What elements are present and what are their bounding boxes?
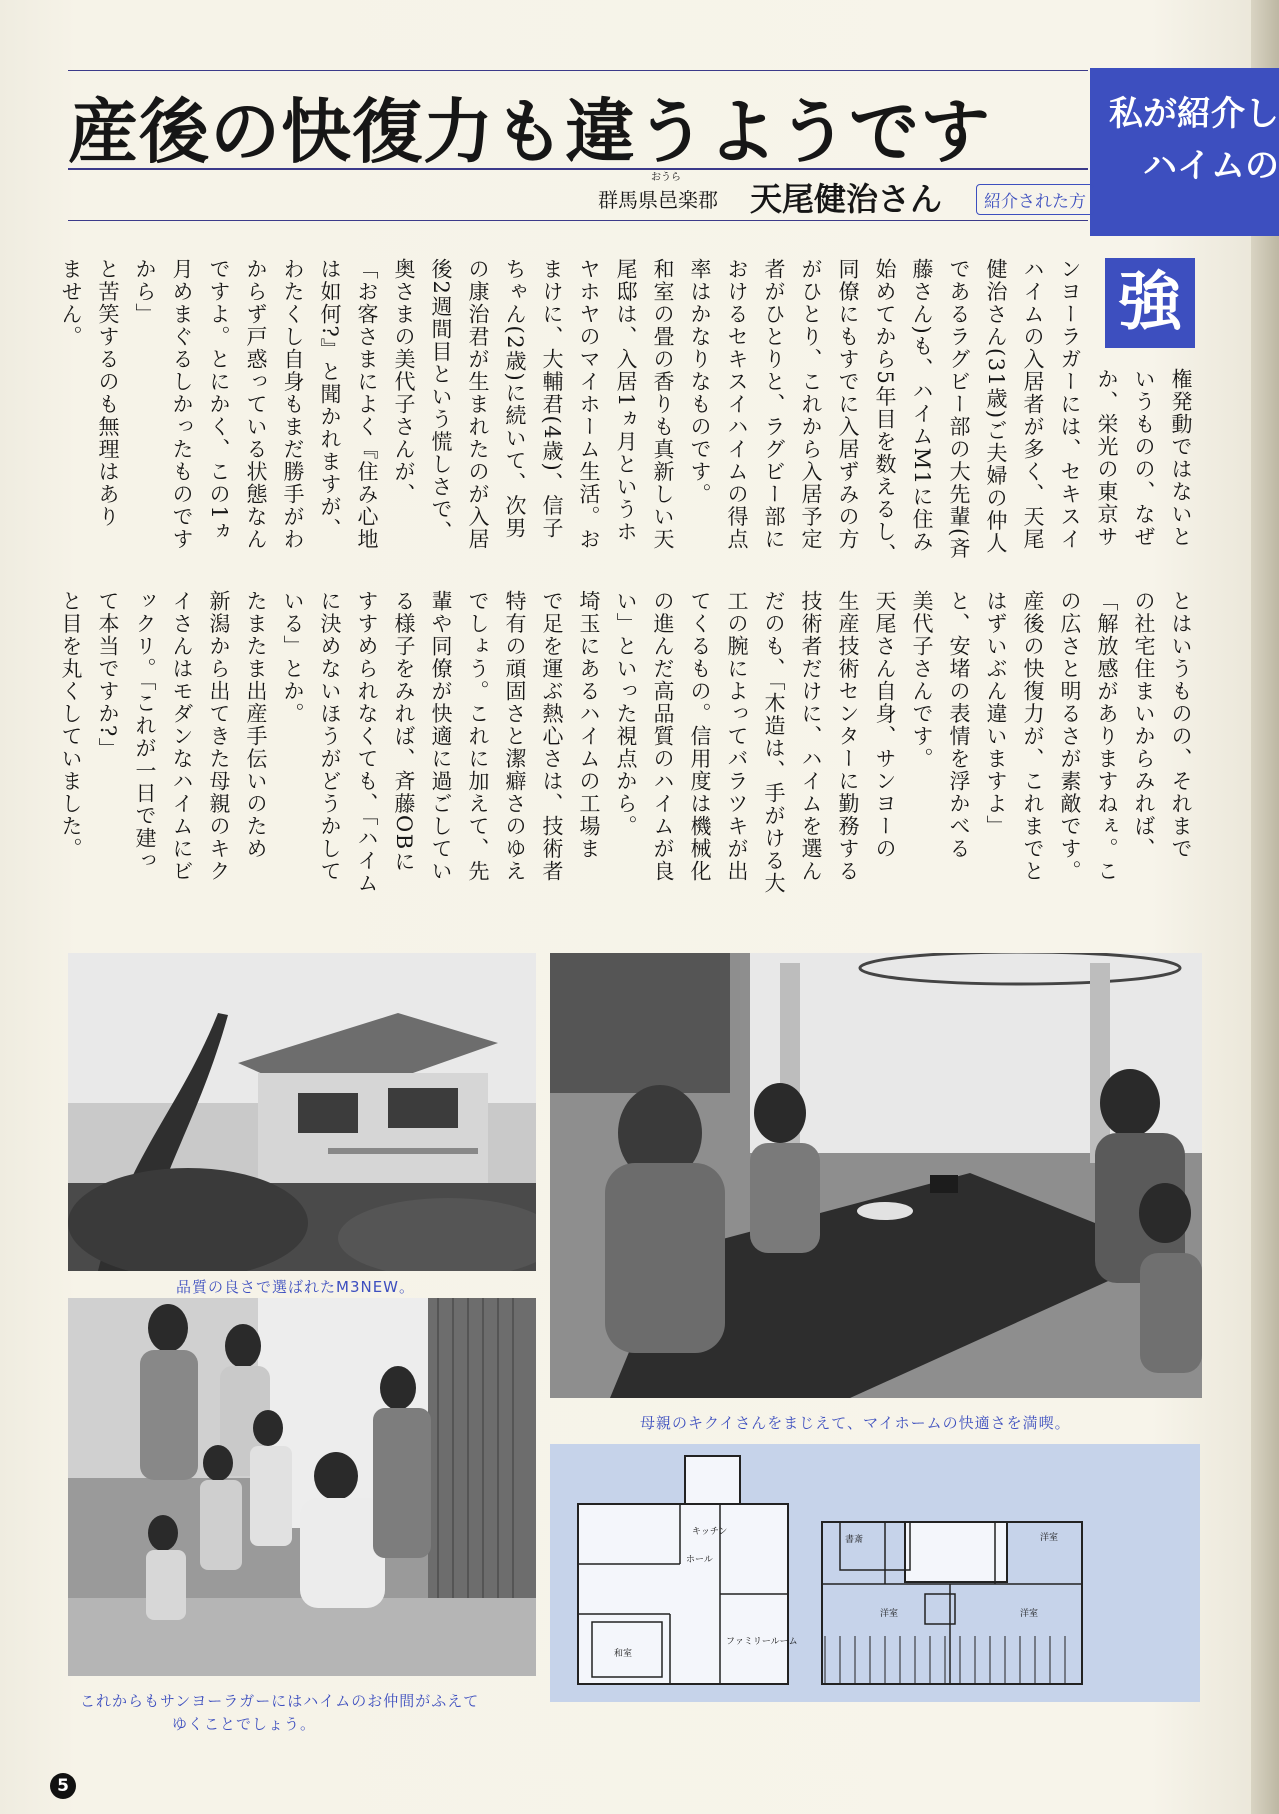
byline-person-name: 天尾健治さん (750, 180, 943, 218)
article-column-line: ンヨーラガーには、セキスイ (1058, 258, 1082, 551)
article-column-line: の康治君が生まれたのが入居 (466, 258, 490, 551)
article-column-line: まけに、大輔君(4歳)、信子 (540, 258, 564, 540)
series-rubric: 私が紹介し ハイムの (1090, 68, 1279, 236)
room-label-youshitsu-2: 洋室 (880, 1609, 899, 1619)
article-column-line: と苦笑するのも無理はあり (96, 258, 120, 528)
room-label-hall: ホール (686, 1555, 713, 1565)
dining-photo-caption: 母親のキクイさんをまじえて、マイホームの快適さを満喫。 (640, 1414, 1071, 1432)
article-column-line: て本当ですか?」 (96, 590, 120, 761)
article-column-line: 月めまぐるしかったものです (170, 258, 194, 551)
article-lower-text (59, 590, 1199, 920)
floor-plan (550, 1444, 1200, 1702)
article-column-line: いうものの、なぜ (1132, 368, 1156, 548)
article-column-line: 同僚にもすでに入居ずみの方 (836, 258, 860, 551)
article-column-line: 健治さん(31歳)ご夫婦の仲人 (984, 258, 1008, 555)
article-column-line: いる」とか。 (281, 590, 305, 725)
room-label-kitchen: キッチン (692, 1527, 728, 1537)
article-column-line: わたくし自身もまだ勝手がわ (281, 258, 305, 551)
room-label-study: 書斎 (845, 1535, 864, 1545)
headline: 産後の快復力も違うようです (68, 90, 991, 173)
article-title-mark: 強 (1105, 258, 1195, 348)
dining-photo (550, 953, 1202, 1398)
article-column-line: てくるもの。信用度は機械化 (688, 590, 712, 883)
article-column-line: がひとり、これから入居予定 (799, 258, 823, 551)
article-column-line: 美代子さんです。 (910, 590, 934, 770)
article-column-line: 権発動ではないと (1169, 368, 1193, 548)
next-page-edge (1251, 0, 1279, 1814)
room-label-youshitsu-1: 洋室 (1040, 1533, 1059, 1543)
article-column-line: 者がひとりと、ラグビー部に (762, 258, 786, 551)
article-column-line: はずいぶん違いますよ」 (984, 590, 1008, 838)
article-column-line: ヤホヤのマイホーム生活。お (577, 258, 601, 551)
group-photo-caption-line2: ゆくことでしょう。 (172, 1715, 317, 1733)
group-photo-caption-line1: これからもサンヨーラガーにはハイムのお仲間がふえて (80, 1692, 480, 1710)
house-photo (68, 953, 536, 1271)
floor-plan-drawing (550, 1444, 1200, 1702)
article-column-line: の進んだ高品質のハイムが良 (651, 590, 675, 883)
article-column-line: 「解放感がありますねぇ。こ (1095, 590, 1119, 883)
article-column-line: であるラグビー部の大先輩(斉 (947, 258, 971, 561)
article-column-line: 輩や同僚が快適に過ごしてい (429, 590, 453, 883)
article-column-line: おけるセキスイハイムの得点 (725, 258, 749, 551)
article-column-line: の広さと明るさが素敵です。 (1058, 590, 1082, 883)
article-upper-text (59, 258, 1199, 578)
article-column-line: 奥さまの美代子さんが、 (392, 258, 416, 506)
article-column-line: 尾邸は、入居1ヵ月というホ (614, 258, 638, 543)
article-column-line: 工の腕によってバラツキが出 (725, 590, 749, 883)
article-column-line: 産後の快復力が、これまでと (1021, 590, 1045, 883)
page-number: 5 (50, 1773, 76, 1799)
room-label-youshitsu-3: 洋室 (1020, 1609, 1039, 1619)
article-column-line: 和室の畳の香りも真新しい天 (651, 258, 675, 551)
article-column-line: だのも、「木造は、手がける大 (762, 590, 786, 895)
article-column-line: で足を運ぶ熱心さは、技術者 (540, 590, 564, 883)
house-photo-image (68, 953, 536, 1271)
header-rule-top (68, 70, 1088, 71)
article-column-line: とはいうものの、それまで (1169, 590, 1193, 860)
article-column-line: か、栄光の東京サ (1095, 368, 1119, 548)
role-tag: 紹介された方 (976, 184, 1094, 215)
article-column-line: 率はかなりなものです。 (688, 258, 712, 506)
article-column-line: 始めてから5年目を数えるし、 (873, 258, 897, 566)
article-column-line: 新潟から出てきた母親のキク (207, 590, 231, 883)
article-column-line: でしょう。これに加えて、先 (466, 590, 490, 883)
article-column-line: の社宅住まいからみれば、 (1132, 590, 1156, 860)
article-column-line: 藤さん)も、ハイムM1に住み (910, 258, 934, 554)
article-column-line: 埼玉にあるハイムの工場ま (577, 590, 601, 860)
header-rule-bottom (68, 168, 1088, 170)
group-photo-image (68, 1298, 536, 1676)
byline-rule (68, 220, 1088, 221)
article-column-line: と、安堵の表情を浮かべる (947, 590, 971, 860)
byline-location-ruby: おうら (651, 172, 681, 183)
article-column-line: 生産技術センターに勤務する (836, 590, 860, 883)
article-column-line: からず戸惑っている状態なん (244, 258, 268, 551)
article-column-line: 天尾さん自身、サンヨーの (873, 590, 897, 860)
article-column-line: ません。 (59, 258, 83, 348)
article-column-line: ですよ。とにかく、この1ヵ (207, 258, 231, 543)
article-column-line: ックリ。「これが一日で建っ (133, 590, 157, 872)
article-column-line: い」といった視点から。 (614, 590, 638, 838)
article-column-line: ハイムの入居者が多く、天尾 (1021, 258, 1045, 551)
article-column-line: 特有の頑固さと潔癖さのゆえ (503, 590, 527, 883)
article-column-line: は如何?』と聞かれますが、 (318, 258, 342, 541)
article-column-line: すすめられなくても、「ハイム (355, 590, 379, 895)
article-column-line: 技術者だけに、ハイムを選ん (799, 590, 823, 883)
group-photo (68, 1298, 536, 1676)
byline-location: 群馬県邑楽郡 (598, 188, 718, 212)
article-column-line: る様子をみれば、斉藤OBに (392, 590, 416, 874)
room-label-washitsu: 和室 (614, 1649, 633, 1659)
article-column-line: ちゃん(2歳)に続いて、次男 (503, 258, 527, 540)
article-column-line: と目を丸くしていました。 (59, 590, 83, 860)
article-column-line: 「お客さまによく『住み心地 (355, 258, 379, 551)
article-column-line: に決めないほうがどうかして (318, 590, 342, 883)
article-column-line: たまたま出産手伝いのため (244, 590, 268, 860)
article-column-line: から」 (133, 258, 157, 326)
house-photo-caption: 品質の良さで選ばれたM3NEW。 (176, 1278, 416, 1296)
article-column-line: イさんはモダンなハイムにビ (170, 590, 194, 883)
dining-photo-image (550, 953, 1202, 1398)
room-label-family-room: ファミリールーム (726, 1637, 798, 1647)
article-column-line: 後2週間目という慌しさで、 (429, 258, 453, 543)
